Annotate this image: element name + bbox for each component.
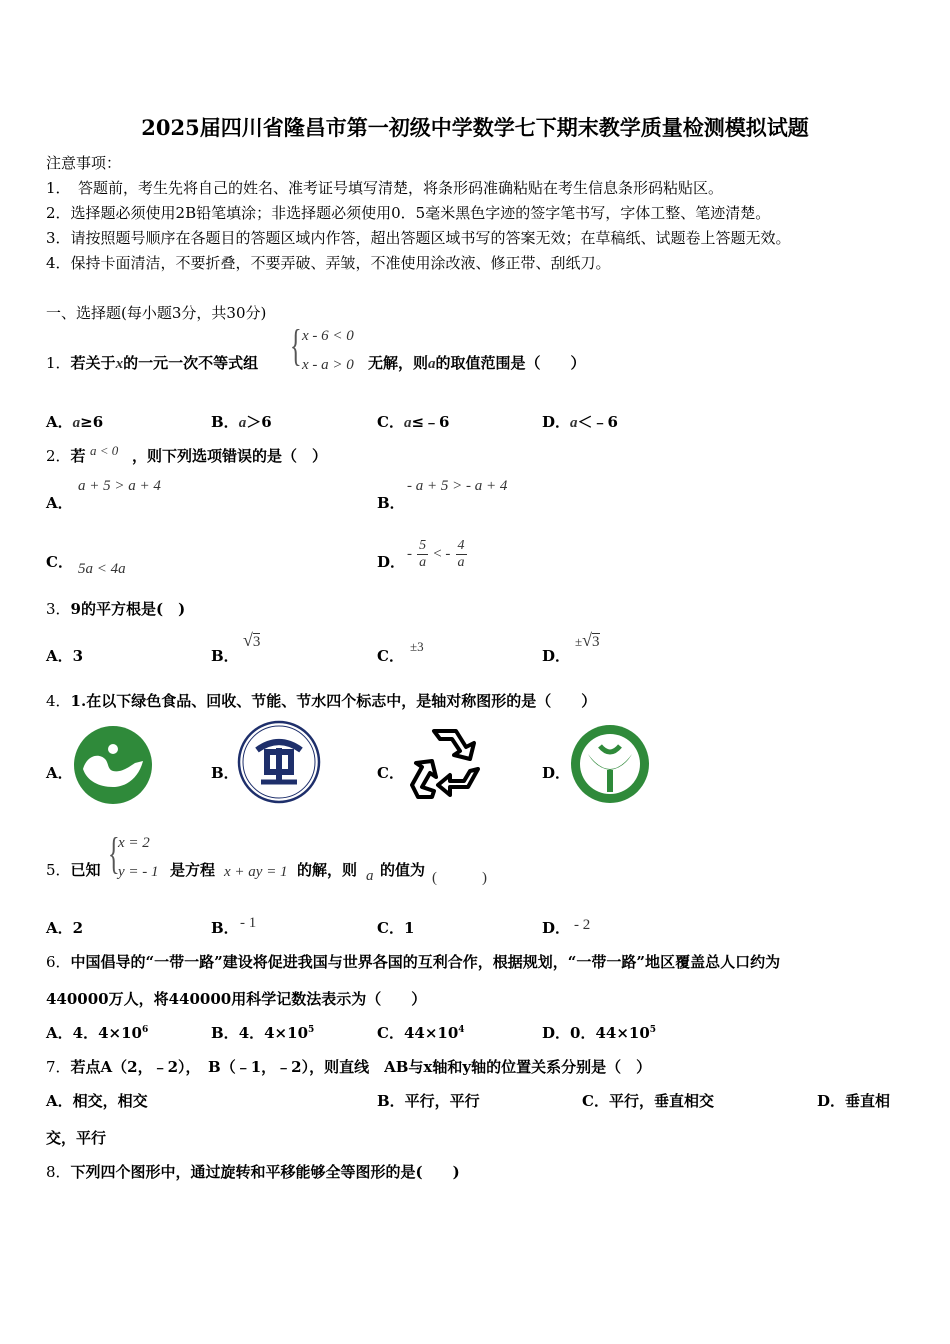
inequality-1: x - 6 < 0 (302, 328, 354, 344)
option-b[interactable]: B．4．$4\times 10^5$ (211, 1024, 315, 1042)
solution-y: y = - 1 (118, 864, 159, 880)
option-d[interactable]: D． (542, 647, 571, 665)
option-c-expr: 5a < 4a (78, 561, 126, 577)
equation: x + ay = 1 (224, 864, 288, 880)
option-a[interactable]: A．a≥6 (46, 413, 104, 431)
option-c[interactable]: C．1 (377, 919, 415, 937)
note-item: 2．选择题必须使用2B铅笔填涂；非选择题必须使用0．5毫米黑色字迹的签字笔书写，字体工整、笔迹清楚。 (46, 204, 771, 222)
option-b[interactable]: B． (211, 647, 239, 665)
option-d-continued: 交，平行 (46, 1129, 107, 1147)
question-number: 1． (46, 354, 71, 372)
fraction: $\frac{4}{a}$ (457, 538, 465, 570)
question-2-tail: ，则下列选项错误的是（ ） (132, 447, 328, 465)
question-7-stem: 7．若点A（2，﹣2）， B（﹣1，﹣2），则直线 AB与x轴和y轴的位置关系分别是（ ） (46, 1058, 652, 1076)
question-5-end: 的值为 (380, 861, 426, 879)
option-d[interactable]: D．0．$44\times 10^5$ (542, 1024, 657, 1042)
option-a[interactable]: A．4．$4\times 10^6$ (46, 1024, 149, 1042)
note-item: 4．保持卡面清洁，不要折叠，不要弄破、弄皱，不准使用涂改液、修正带、刮纸刀。 (46, 254, 611, 272)
option-c[interactable]: C．$44\times 10^4$ (377, 1024, 465, 1042)
option-b-value: - 1 (240, 915, 257, 931)
option-c[interactable]: C． (377, 647, 404, 665)
question-1-stem: 1．若关于x的一元一次不等式组 (46, 354, 259, 372)
section-heading: 一、选择题(每小题3分，共30分) (46, 304, 267, 322)
answer-paren: ( ) (432, 870, 487, 886)
question-1-tail: 无解，则a的取值范围是（ ） (368, 354, 586, 372)
notes-heading: 注意事项： (46, 154, 122, 172)
question-3-stem: 3．9的平方根是( ) (46, 600, 186, 618)
option-d-value: - 2 (574, 917, 591, 933)
question-2-stem: 2．若 (46, 447, 86, 465)
solution-x: x = 2 (118, 835, 150, 851)
page-title: 2025届四川省隆昌市第一初级中学数学七下期末教学质量检测模拟试题 (141, 115, 809, 140)
option-a[interactable]: A． (46, 764, 73, 782)
option-b-expr: - a + 5 > - a + 4 (407, 478, 508, 494)
recycle-logo-icon (404, 725, 486, 803)
option-c[interactable]: C． (46, 553, 73, 571)
option-c[interactable]: C．a≤﹣6 (377, 413, 450, 431)
inequality-2: x - a > 0 (302, 357, 354, 373)
system-brace: { (108, 829, 120, 878)
note-item: 3．请按照题号顺序在各题目的答题区域内作答，超出答题区域书写的答案无效；在草稿纸、试题卷上答题无效。 (46, 229, 791, 247)
question-5-tail: 的解，则 (297, 861, 358, 879)
option-d-expr: - $\frac{5}{a}$ < - $\frac{4}{a}$ (407, 538, 465, 570)
green-food-logo-icon (73, 725, 153, 805)
question-6-line2: 440000万人，将440000用科学记数法表示为（ ） (46, 990, 427, 1008)
option-c[interactable]: C． (377, 764, 404, 782)
system-brace: { (290, 321, 302, 370)
option-b[interactable]: B．a＞6 (211, 413, 272, 431)
option-b[interactable]: B． (211, 919, 239, 937)
option-b[interactable]: B． (377, 494, 405, 512)
option-d[interactable]: D． (377, 553, 406, 571)
water-saving-logo-icon (570, 724, 650, 804)
option-c[interactable]: C．平行，垂直相交 (582, 1092, 714, 1110)
question-5-stem: 5．已知 (46, 861, 101, 879)
sqrt-expr: √3 (243, 630, 261, 650)
option-a[interactable]: A．相交，相交 (46, 1092, 148, 1110)
note-item: 1． 答题前，考生先将自己的姓名、准考证号填写清楚，将条形码准确粘贴在考生信息条形码粘贴区。 (46, 179, 724, 197)
option-d[interactable]: D．垂直相 (817, 1092, 891, 1110)
option-d[interactable]: D． (542, 919, 571, 937)
energy-saving-logo-icon (237, 720, 321, 804)
question-4-stem: 4．1.在以下绿色食品、回收、节能、节水四个标志中，是轴对称图形的是（ ） (46, 692, 597, 710)
option-d[interactable]: D．a＜﹣6 (542, 413, 618, 431)
question-5-mid: 是方程 (170, 861, 216, 879)
option-b[interactable]: B．平行，平行 (377, 1092, 480, 1110)
option-a[interactable]: A． (46, 494, 73, 512)
question-8-stem: 8．下列四个图形中，通过旋转和平移能够全等图形的是( ) (46, 1163, 460, 1181)
option-b[interactable]: B． (211, 764, 239, 782)
pm-sqrt-expr: ±√3 (575, 630, 600, 650)
option-a[interactable]: A．3 (46, 647, 84, 665)
fraction: $\frac{5}{a}$ (419, 538, 427, 570)
option-a-expr: a + 5 > a + 4 (78, 478, 161, 494)
question-6-stem: 6．中国倡导的“一带一路”建设将促进我国与世界各国的互利合作，根据规划，“一带一路”地区覆盖总人口约为 (46, 953, 781, 971)
option-a[interactable]: A．2 (46, 919, 84, 937)
option-c-expr: ±3 (410, 639, 424, 654)
option-d[interactable]: D． (542, 764, 571, 782)
variable-a: a (366, 868, 374, 884)
condition-expr: a < 0 (90, 443, 119, 458)
